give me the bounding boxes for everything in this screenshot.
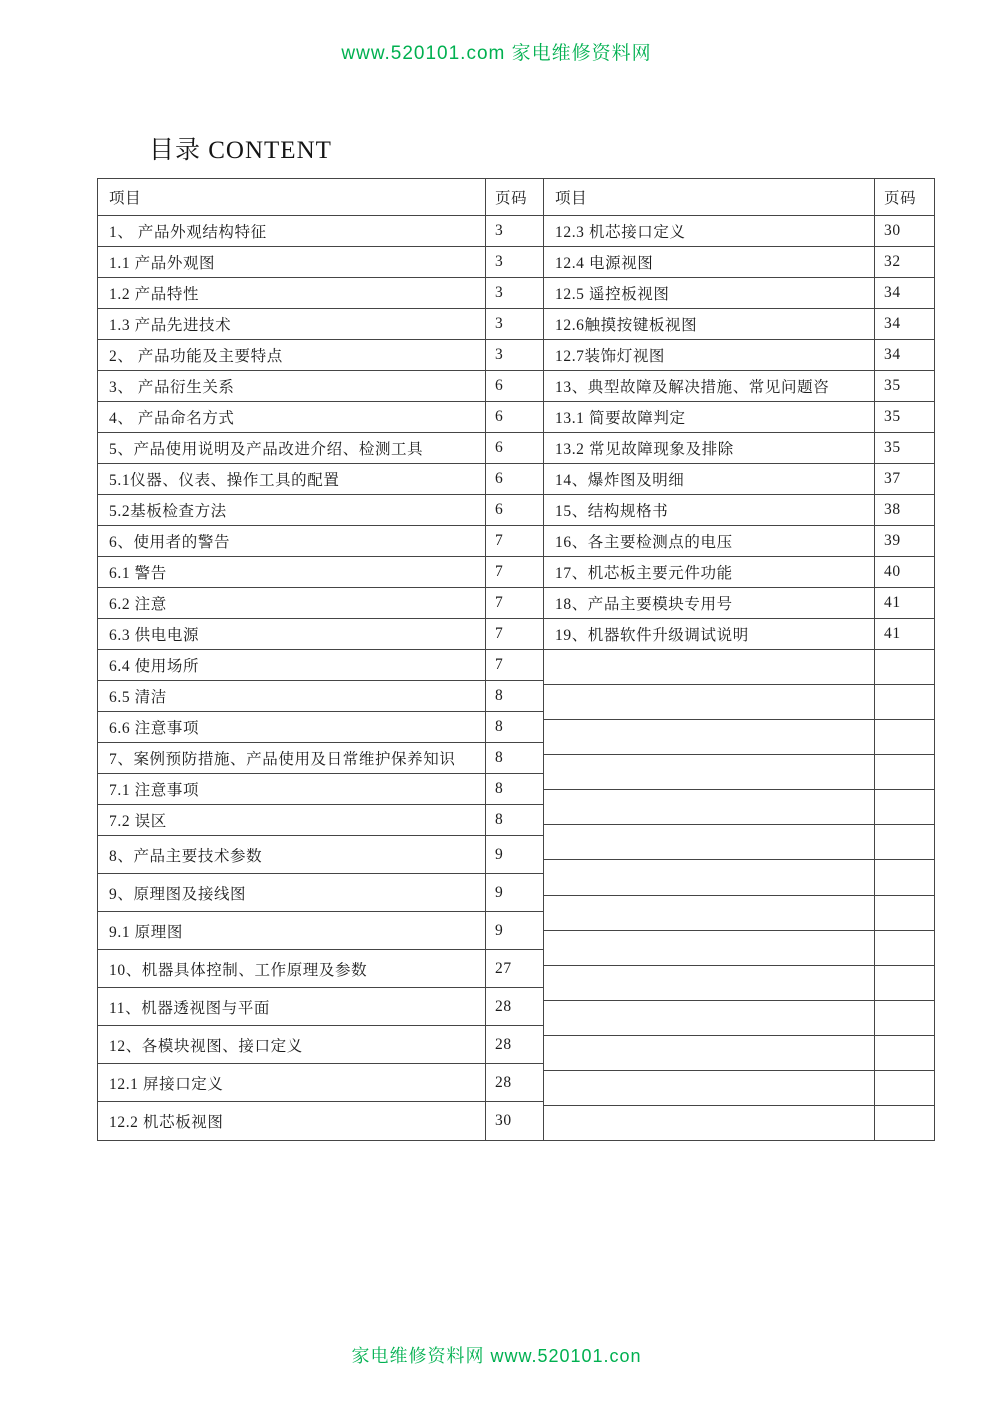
- toc-table: [97, 178, 935, 1141]
- toc-item-cell: 6.1 警告: [98, 557, 486, 587]
- table-empty-row: [544, 755, 934, 790]
- table-row: [98, 309, 543, 340]
- toc-item-cell: 8、产品主要技术参数: [98, 836, 486, 873]
- toc-page-cell: 页码: [884, 190, 917, 207]
- toc-page-cell: 34: [884, 315, 901, 332]
- table-empty-row: [544, 931, 934, 966]
- toc-page-cell: 7: [495, 625, 504, 642]
- toc-item-cell: 5.2基板检查方法: [98, 495, 486, 525]
- toc-item-cell: 12.7装饰灯视图: [544, 340, 875, 370]
- toc-page-cell: 3: [495, 315, 504, 332]
- toc-item-cell: 12.3 机芯接口定义: [544, 216, 875, 246]
- toc-page-cell: 34: [884, 346, 901, 363]
- toc-item-cell: 1、 产品外观结构特征: [98, 216, 486, 246]
- toc-page-cell: [875, 790, 934, 824]
- table-row: [544, 371, 934, 402]
- toc-page-cell: 6: [495, 408, 504, 425]
- table-row: [544, 309, 934, 340]
- table-row: [544, 402, 934, 433]
- table-row: [98, 805, 543, 836]
- toc-page-cell: 41: [884, 594, 901, 611]
- table-row: [98, 278, 543, 309]
- toc-item-cell: 13.2 常见故障现象及排除: [544, 433, 875, 463]
- toc-item-cell: 4、 产品命名方式: [98, 402, 486, 432]
- toc-page-cell: 7: [495, 594, 504, 611]
- table-empty-row: [544, 685, 934, 720]
- toc-page-cell: [875, 650, 934, 684]
- toc-item-cell: [544, 650, 875, 684]
- toc-page-cell: 27: [495, 959, 512, 977]
- toc-item-cell: 项目: [98, 179, 486, 215]
- toc-item-cell: 7.1 注意事项: [98, 774, 486, 804]
- toc-page-cell: 9: [495, 883, 504, 901]
- toc-page-cell: 页码: [495, 190, 528, 207]
- toc-item-cell: 5.1仪器、仪表、操作工具的配置: [98, 464, 486, 494]
- toc-page-cell: 28: [495, 1035, 512, 1053]
- toc-page-cell: 28: [495, 997, 512, 1015]
- table-row: [98, 874, 543, 912]
- table-row: [544, 278, 934, 309]
- toc-page-cell: [875, 720, 934, 754]
- toc-page-cell: 7: [495, 532, 504, 549]
- toc-item-cell: [544, 825, 875, 859]
- table-row: [544, 340, 934, 371]
- toc-item-cell: 项目: [544, 179, 875, 215]
- table-row: [544, 526, 934, 557]
- table-row: [98, 464, 543, 495]
- toc-page-cell: 8: [495, 718, 504, 735]
- toc-item-cell: 12.5 遥控板视图: [544, 278, 875, 308]
- table-empty-row: [544, 1106, 934, 1140]
- toc-item-cell: 6.3 供电电源: [98, 619, 486, 649]
- table-row: [98, 495, 543, 526]
- toc-item-cell: 2、 产品功能及主要特点: [98, 340, 486, 370]
- table-row: [98, 433, 543, 464]
- table-row: [544, 619, 934, 650]
- table-row: [98, 1064, 543, 1102]
- table-empty-row: [544, 966, 934, 1001]
- toc-page-cell: [875, 825, 934, 859]
- toc-page-cell: 9: [495, 845, 504, 863]
- toc-right-column: [544, 179, 934, 1140]
- toc-page-cell: 30: [884, 222, 901, 239]
- toc-page-cell: 38: [884, 501, 901, 518]
- table-header-row: [544, 179, 934, 216]
- toc-page-cell: [875, 755, 934, 789]
- toc-item-cell: 17、机芯板主要元件功能: [544, 557, 875, 587]
- toc-item-cell: 6.4 使用场所: [98, 650, 486, 680]
- toc-page-cell: 37: [884, 470, 901, 487]
- toc-page-cell: [875, 896, 934, 930]
- toc-page-cell: [875, 931, 934, 965]
- toc-item-cell: [544, 1001, 875, 1035]
- toc-item-cell: 1.1 产品外观图: [98, 247, 486, 277]
- toc-item-cell: 19、机器软件升级调试说明: [544, 619, 875, 649]
- table-row: [98, 619, 543, 650]
- table-header-row: [98, 179, 543, 216]
- table-row: [98, 588, 543, 619]
- table-row: [98, 743, 543, 774]
- table-empty-row: [544, 1001, 934, 1036]
- toc-page-cell: 3: [495, 253, 504, 270]
- toc-page-cell: 3: [495, 284, 504, 301]
- table-row: [544, 588, 934, 619]
- table-empty-row: [544, 896, 934, 931]
- toc-page-cell: 7: [495, 656, 504, 673]
- toc-item-cell: 13、典型故障及解决措施、常见问题咨: [544, 371, 875, 401]
- table-row: [98, 216, 543, 247]
- toc-item-cell: 6.2 注意: [98, 588, 486, 618]
- table-row: [98, 247, 543, 278]
- table-row: [98, 371, 543, 402]
- table-row: [98, 650, 543, 681]
- toc-item-cell: 13.1 简要故障判定: [544, 402, 875, 432]
- toc-item-cell: [544, 755, 875, 789]
- toc-page-cell: 41: [884, 625, 901, 642]
- toc-item-cell: 12、各模块视图、接口定义: [98, 1026, 486, 1063]
- toc-item-cell: 7、案例预防措施、产品使用及日常维护保养知识: [98, 743, 486, 773]
- table-row: [544, 433, 934, 464]
- toc-item-cell: 11、机器透视图与平面: [98, 988, 486, 1025]
- table-row: [98, 1102, 543, 1140]
- toc-page-cell: [875, 860, 934, 894]
- toc-item-cell: 18、产品主要模块专用号: [544, 588, 875, 618]
- table-empty-row: [544, 860, 934, 895]
- table-row: [544, 495, 934, 526]
- toc-page-cell: [875, 685, 934, 719]
- toc-page-cell: 32: [884, 253, 901, 270]
- toc-item-cell: [544, 1071, 875, 1105]
- table-empty-row: [544, 790, 934, 825]
- table-row: [98, 836, 543, 874]
- table-row: [98, 712, 543, 743]
- toc-left-column: [98, 179, 544, 1140]
- table-row: [544, 216, 934, 247]
- toc-page-cell: 3: [495, 222, 504, 239]
- toc-item-cell: [544, 790, 875, 824]
- toc-item-cell: 1.3 产品先进技术: [98, 309, 486, 339]
- toc-item-cell: [544, 860, 875, 894]
- table-row: [98, 950, 543, 988]
- table-empty-row: [544, 1036, 934, 1071]
- toc-page-cell: 8: [495, 811, 504, 828]
- toc-item-cell: 7.2 误区: [98, 805, 486, 835]
- toc-item-cell: 6.6 注意事项: [98, 712, 486, 742]
- toc-page-cell: [875, 966, 934, 1000]
- toc-item-cell: 12.2 机芯板视图: [98, 1102, 486, 1140]
- toc-page-cell: [875, 1106, 934, 1140]
- toc-page-cell: [875, 1036, 934, 1070]
- table-row: [98, 774, 543, 805]
- toc-page-cell: 40: [884, 563, 901, 580]
- table-row: [544, 247, 934, 278]
- toc-page-cell: 8: [495, 687, 504, 704]
- toc-page-cell: 35: [884, 408, 901, 425]
- toc-page-cell: 6: [495, 439, 504, 456]
- toc-page-cell: 30: [495, 1112, 512, 1129]
- toc-item-cell: [544, 685, 875, 719]
- toc-item-cell: 12.6触摸按键板视图: [544, 309, 875, 339]
- toc-item-cell: 6.5 清洁: [98, 681, 486, 711]
- table-empty-row: [544, 825, 934, 860]
- toc-page-cell: 28: [495, 1073, 512, 1091]
- toc-page-cell: 39: [884, 532, 901, 549]
- toc-page-cell: 3: [495, 346, 504, 363]
- toc-page-cell: 8: [495, 780, 504, 797]
- toc-page-cell: [875, 1001, 934, 1035]
- table-row: [98, 402, 543, 433]
- toc-page-cell: 8: [495, 749, 504, 766]
- toc-item-cell: 5、产品使用说明及产品改进介绍、检测工具: [98, 433, 486, 463]
- table-row: [98, 912, 543, 950]
- page-title: 目录 CONTENT: [149, 137, 332, 164]
- toc-item-cell: [544, 931, 875, 965]
- table-row: [98, 681, 543, 712]
- toc-page-cell: 6: [495, 501, 504, 518]
- toc-item-cell: 14、爆炸图及明细: [544, 464, 875, 494]
- toc-page-cell: 6: [495, 470, 504, 487]
- toc-page-cell: 7: [495, 563, 504, 580]
- toc-page-cell: 6: [495, 377, 504, 394]
- toc-item-cell: 10、机器具体控制、工作原理及参数: [98, 950, 486, 987]
- table-row: [98, 526, 543, 557]
- table-row: [98, 1026, 543, 1064]
- table-row: [98, 557, 543, 588]
- table-empty-row: [544, 1071, 934, 1106]
- table-row: [544, 464, 934, 495]
- toc-item-cell: 9、原理图及接线图: [98, 874, 486, 911]
- table-row: [544, 557, 934, 588]
- toc-page-cell: 35: [884, 377, 901, 394]
- table-row: [98, 988, 543, 1026]
- site-watermark-footer: 家电维修资料网 www.520101.con: [351, 1346, 642, 1366]
- toc-item-cell: [544, 720, 875, 754]
- toc-item-cell: [544, 966, 875, 1000]
- toc-item-cell: 12.1 屏接口定义: [98, 1064, 486, 1101]
- table-empty-row: [544, 650, 934, 685]
- toc-item-cell: 6、使用者的警告: [98, 526, 486, 556]
- toc-item-cell: 9.1 原理图: [98, 912, 486, 949]
- toc-item-cell: [544, 896, 875, 930]
- toc-item-cell: 15、结构规格书: [544, 495, 875, 525]
- toc-page-cell: [875, 1071, 934, 1105]
- toc-item-cell: 12.4 电源视图: [544, 247, 875, 277]
- table-empty-row: [544, 720, 934, 755]
- site-watermark-header: www.520101.com 家电维修资料网: [341, 43, 652, 64]
- toc-page-cell: 9: [495, 921, 504, 939]
- toc-item-cell: 16、各主要检测点的电压: [544, 526, 875, 556]
- toc-item-cell: [544, 1036, 875, 1070]
- toc-page-cell: 35: [884, 439, 901, 456]
- toc-item-cell: 1.2 产品特性: [98, 278, 486, 308]
- table-row: [98, 340, 543, 371]
- toc-page-cell: 34: [884, 284, 901, 301]
- toc-item-cell: [544, 1106, 875, 1140]
- toc-item-cell: 3、 产品衍生关系: [98, 371, 486, 401]
